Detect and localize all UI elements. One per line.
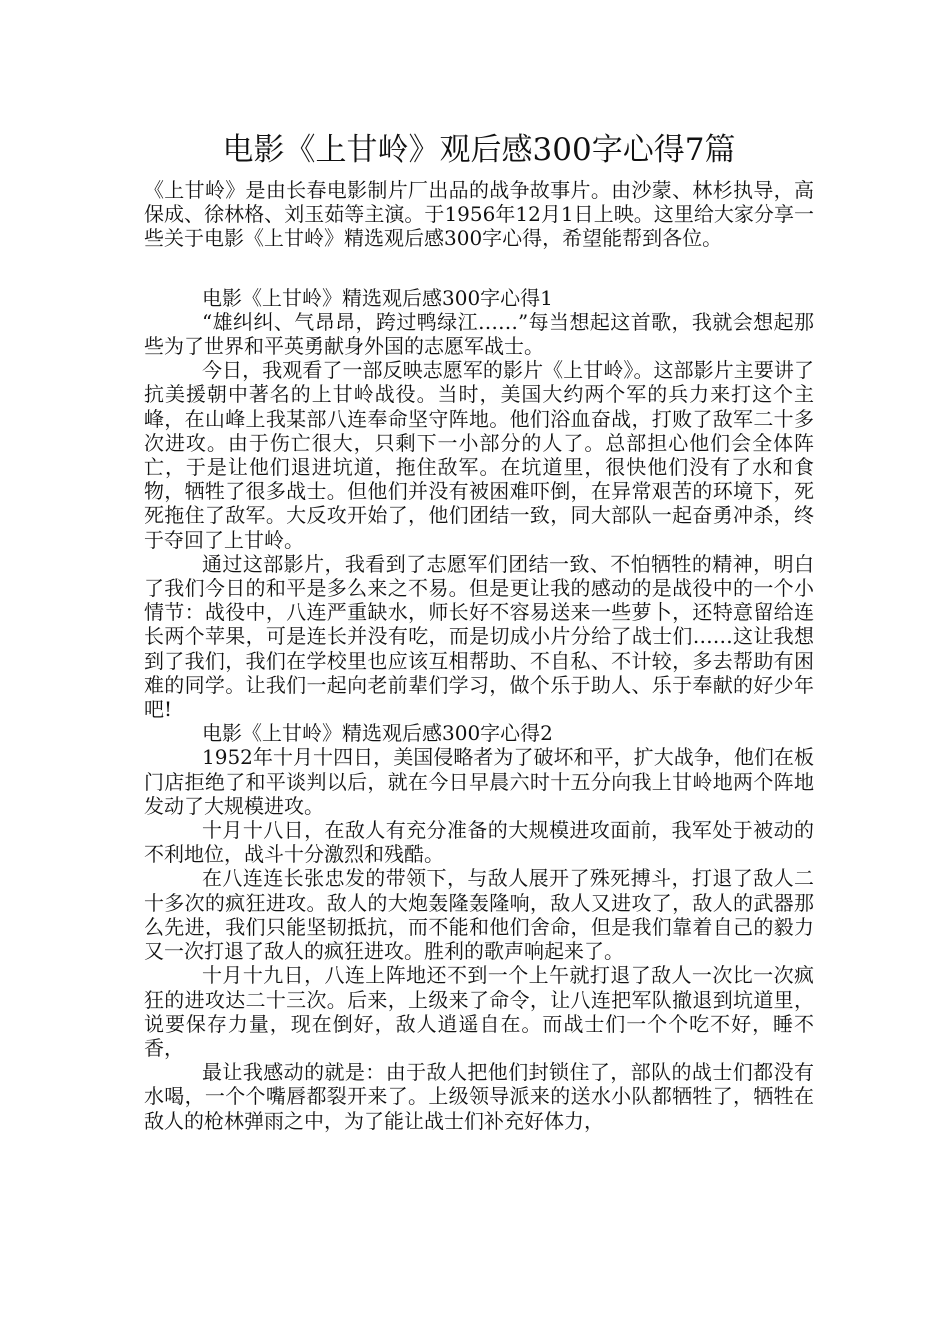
body-paragraph: 今日，我观看了一部反映志愿军的影片《上甘岭》。这部影片主要讲了抗美援朝中著名的上甘岭战役。当时，美国大约两个军的兵力来打这个主峰，在山峰上我某部八连奉命坚守阵地。他们浴血奋战，打败了敌军二十多次进攻。由于伤亡很大，只剩下一小部分的人了。总部担心他们会全体阵亡，于是让他们退进坑道，拖住敌军。在坑道里，很快他们没有了水和食物，牺牲了很多战士。但他们并没有被困难吓倒，在异常艰苦的环境下，死死拖住了敌军。大反攻开始了，他们团结一致，同大部队一起奋勇冲杀，终于夺回了上甘岭。	[144, 358, 814, 552]
intro-paragraph: 《上甘岭》是由长春电影制片厂出品的战争故事片。由沙蒙、林杉执导，高保成、徐林格、刘玉茹等主演。于1956年12月1日上映。这里给大家分享一些关于电影《上甘岭》精选观后感300字心得，希望能帮到各位。	[144, 178, 814, 251]
section-2	[144, 721, 814, 1132]
document-page	[144, 126, 814, 1133]
body-paragraph: 通过这部影片，我看到了志愿军们团结一致、不怕牺牲的精神，明白了我们今日的和平是多么来之不易。但是更让我的感动的是战役中的一个小情节：战役中，八连严重缺水，师长好不容易送来一些萝卜，还特意留给连长两个苹果，可是连长并没有吃，而是切成小片分给了战士们……这让我想到了我们，我们在学校里也应该互相帮助、不自私、不计较，多去帮助有困难的同学。让我们一起向老前辈们学习，做个乐于助人、乐于奉献的好少年吧!	[144, 551, 814, 722]
document-title: 电影《上甘岭》观后感300字心得7篇	[222, 132, 736, 168]
body-paragraph: 最让我感动的就是：由于敌人把他们封锁住了，部队的战士们都没有水喝，一个个嘴唇都裂开来了。上级领导派来的送水小队都牺牲了，牺牲在敌人的枪林弹雨之中，为了能让战士们补充好体力，	[144, 1060, 814, 1133]
section-1	[144, 286, 814, 722]
section-heading: 电影《上甘岭》精选观后感300字心得2	[202, 721, 553, 746]
body-paragraph: 十月十九日，八连上阵地还不到一个上午就打退了敌人一次比一次疯狂的进攻达二十三次。后来，上级来了命令，让八连把军队撤退到坑道里，说要保存力量，现在倒好，敌人逍遥自在。而战士们一个个吃不好，睡不香，	[144, 963, 814, 1060]
body-paragraph: 1952年十月十四日，美国侵略者为了破坏和平，扩大战争，他们在板门店拒绝了和平谈判以后，就在今日早晨六时十五分向我上甘岭地两个阵地发动了大规模进攻。	[144, 745, 814, 818]
section-spacer	[144, 251, 814, 286]
body-paragraph: 在八连连长张忠发的带领下，与敌人展开了殊死搏斗，打退了敌人二十多次的疯狂进攻。敌人的大炮轰隆轰隆响，敌人又进攻了，敌人的武器那么先进，我们只能坚韧抵抗，而不能和他们舍命，但是我们靠着自己的毅力又一次打退了敌人的疯狂进攻。胜利的歌声响起来了。	[144, 866, 814, 964]
body-paragraph: “雄纠纠、气昂昂，跨过鸭绿江……”每当想起这首歌，我就会想起那些为了世界和平英勇献身外国的志愿军战士。	[144, 309, 814, 359]
body-paragraph: 十月十八日，在敌人有充分准备的大规模进攻面前，我军处于被动的不利地位，战斗十分激烈和残酷。	[144, 818, 814, 867]
section-heading: 电影《上甘岭》精选观后感300字心得1	[202, 285, 553, 310]
